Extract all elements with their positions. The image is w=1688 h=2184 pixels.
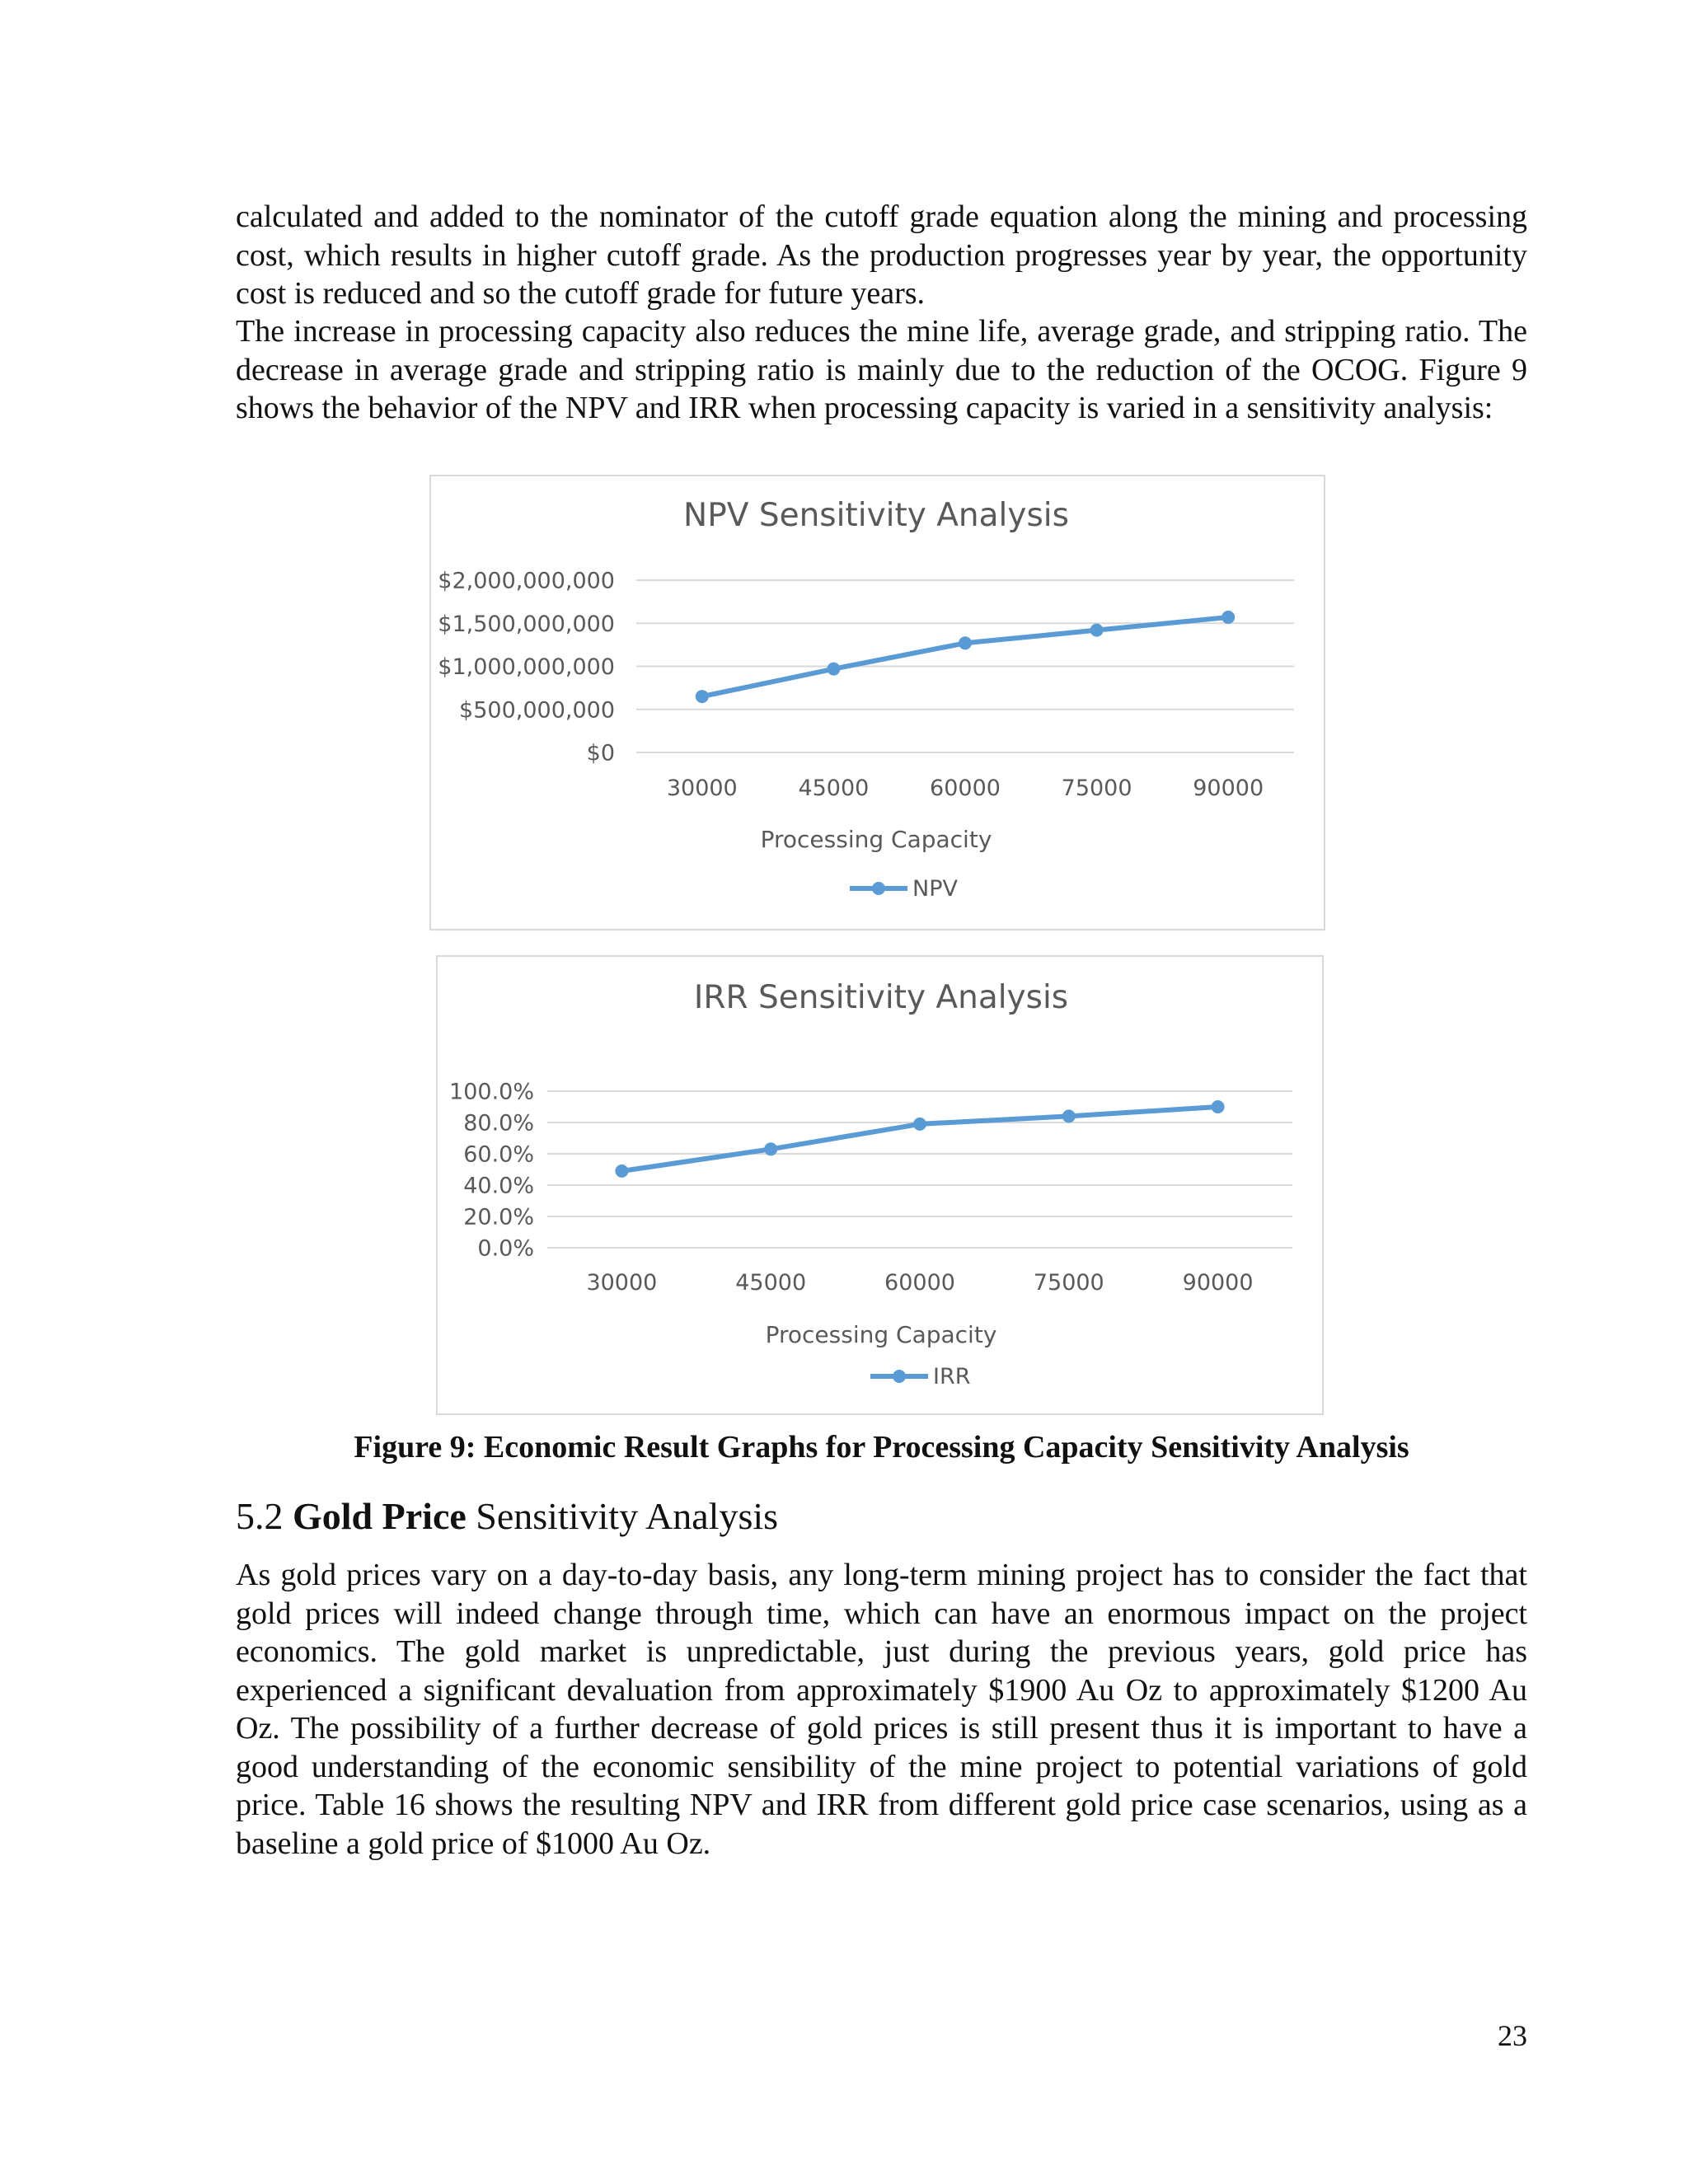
y-tick-label: 80.0% xyxy=(463,1110,534,1137)
data-point xyxy=(1062,1109,1076,1122)
data-point xyxy=(959,636,972,649)
y-tick-label: $1,500,000,000 xyxy=(438,611,615,637)
data-point xyxy=(1212,1100,1225,1113)
paragraph-text: calculated and added to the nominator of the cutoff grade equation along the mining and processing cost, which results in higher cutoff grade. As the production progresses year by year, the opportunity cost is reduced and so the cutoff grade for future years. xyxy=(236,199,1527,311)
data-point xyxy=(913,1118,926,1131)
y-tick-label: $500,000,000 xyxy=(459,697,615,724)
paragraph-gold-price xyxy=(236,1556,1527,1863)
x-tick-label: 75000 xyxy=(1033,1270,1104,1296)
data-point xyxy=(1090,624,1104,637)
series-line-irr xyxy=(621,1107,1217,1171)
chart-title: NPV Sensitivity Analysis xyxy=(683,497,1069,534)
legend-label: NPV xyxy=(912,876,958,902)
x-tick-label: 90000 xyxy=(1182,1270,1254,1296)
irr-chart-canvas xyxy=(438,957,1322,1413)
page-number: 23 xyxy=(1498,2019,1527,2052)
legend-marker xyxy=(893,1370,906,1383)
section-heading xyxy=(236,1493,778,1540)
y-tick-label: 20.0% xyxy=(463,1204,534,1230)
chart-title: IRR Sensitivity Analysis xyxy=(693,979,1069,1016)
paragraph-processing-capacity xyxy=(236,312,1527,428)
npv-sensitivity-chart xyxy=(429,475,1325,930)
y-tick-label: $2,000,000,000 xyxy=(438,568,615,594)
legend-marker xyxy=(872,882,885,895)
x-tick-label: 60000 xyxy=(884,1270,955,1296)
paragraph-text: The increase in processing capacity also reduces the mine life, average grade, and stripping ratio. The decrease in average grade and stripping ratio is mainly due to the reduction of the OCOG. Figure 9 shows the behavior of the NPV and IRR when processing capacity is varied in a sensitivity analysis: xyxy=(236,314,1527,425)
x-tick-label: 30000 xyxy=(666,776,738,801)
section-title-bold: Gold Price xyxy=(293,1495,467,1537)
figure-caption: Figure 9: Economic Result Graphs for Processing Capacity Sensitivity Analysis xyxy=(354,1430,1409,1465)
y-tick-label: $0 xyxy=(586,740,615,766)
x-tick-label: 60000 xyxy=(930,776,1001,801)
data-point xyxy=(615,1165,628,1178)
y-tick-label: 100.0% xyxy=(449,1079,534,1105)
y-tick-label: 40.0% xyxy=(463,1173,534,1199)
x-axis-title: Processing Capacity xyxy=(765,1321,997,1348)
paragraph-text: As gold prices vary on a day-to-day basis, any long-term mining project has to consider the fact that gold prices will indeed change through time, which can have an enormous impact on the project economics. The gold market is unpredictable, just during the previous years, gold price has experienced a significant devaluation from approximately $1900 Au Oz to approximately $1200 Au Oz. The possibility of a further decrease of gold prices is still present thus it is important to have a good understanding of the economic sensibility of the mine project to potential variations of gold price. Table 16 shows the resulting NPV and IRR from different gold price case scenarios, using as a baseline a gold price of $1000 Au Oz. xyxy=(236,1558,1527,1861)
data-point xyxy=(1221,611,1235,624)
data-point xyxy=(696,690,709,703)
paragraph-continuation xyxy=(236,198,1527,313)
x-tick-label: 45000 xyxy=(798,776,870,801)
series-line-npv xyxy=(702,617,1228,696)
section-title-rest: Sensitivity Analysis xyxy=(476,1495,779,1537)
x-tick-label: 30000 xyxy=(586,1270,658,1296)
y-tick-label: 60.0% xyxy=(463,1141,534,1168)
y-tick-label: 0.0% xyxy=(477,1235,534,1262)
data-point xyxy=(827,663,840,676)
x-tick-label: 90000 xyxy=(1193,776,1264,801)
x-tick-label: 75000 xyxy=(1061,776,1132,801)
x-axis-title: Processing Capacity xyxy=(760,826,992,853)
y-tick-label: $1,000,000,000 xyxy=(438,654,615,681)
data-point xyxy=(764,1142,777,1155)
legend-label: IRR xyxy=(933,1364,971,1390)
x-tick-label: 45000 xyxy=(735,1270,807,1296)
irr-sensitivity-chart xyxy=(436,955,1324,1415)
section-number: 5.2 xyxy=(236,1495,284,1537)
npv-chart-canvas xyxy=(431,476,1324,929)
